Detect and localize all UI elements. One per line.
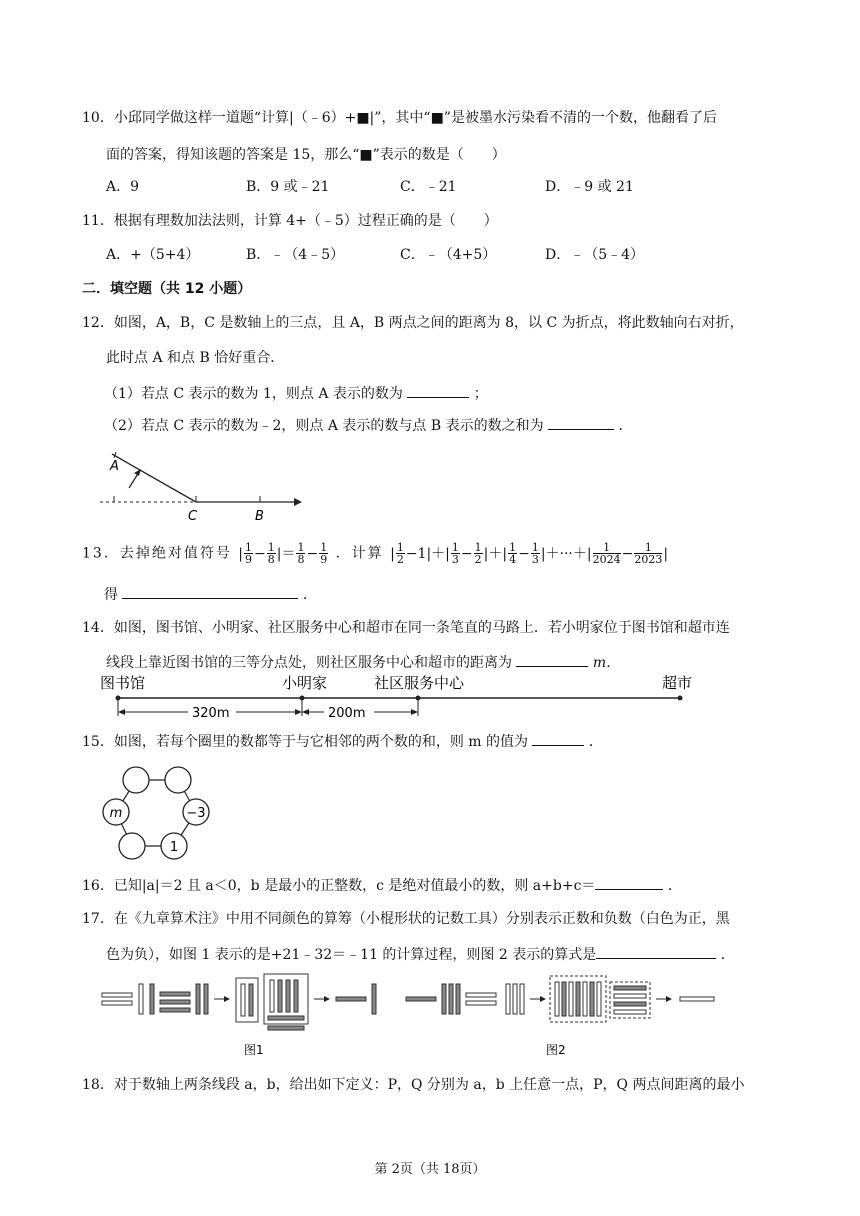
q15-circle-1: 1: [169, 840, 179, 855]
q15-circle-neg3: −3: [186, 806, 206, 821]
q11-option-b: B．﹣（4﹣5）: [246, 247, 345, 263]
q14-label-home: 小明家: [282, 674, 328, 692]
page-footer: 第 2页（共 18页）: [374, 1162, 486, 1177]
q16-text: 16．已知|a|＝2 且 a＜0，b 是最小的正整数，c 是绝对值最小的数，则 a+b+c＝ ．: [82, 875, 682, 896]
q14-figure: [96, 672, 706, 724]
q15-text: 15．如图，若每个圈里的数都等于与它相邻的两个数的和，则 m 的值为 ．: [82, 731, 603, 752]
q12-blank1[interactable]: [407, 383, 469, 398]
q10-option-c: C．﹣21: [400, 179, 457, 195]
q10-option-a: A．9: [106, 179, 140, 195]
q12-line1: 12．如图，A，B，C 是数轴上的三点，且 A，B 两点之间的距离为 8，以 C 为折点，将此数轴向右对折，: [82, 315, 744, 331]
q12-label-b: B: [255, 509, 264, 524]
q18-line1: 18．对于数轴上两条线段 a，b，给出如下定义：P，Q 分别为 a，b 上任意一点，P，Q 两点间距离的最小: [82, 1077, 745, 1093]
q17-caption-2: 图2: [546, 1043, 566, 1057]
q12-sub2: （2）若点 C 表示的数为﹣2，则点 A 表示的数与点 B 表示的数之和为 ．: [104, 415, 633, 436]
section-title: 二．填空题（共 12 小题）: [82, 281, 252, 297]
q11-text: 11．根据有理数加法法则，计算 4+（﹣5）过程正确的是（ ）: [82, 213, 498, 229]
q12-line2: 此时点 A 和点 B 恰好重合．: [106, 350, 285, 366]
q12-label-a: A: [110, 459, 119, 474]
q17-caption-1: 图1: [244, 1043, 264, 1057]
q13-line1: 13．去掉绝对值符号 | $\frac{1}{9}$ − $\frac{1}{8}$ |＝ $\frac{1}{8}$ − $\frac{1}{9}$ ．计算 | $\frac{1}{2}$ −1|＋| $\frac{1}{3}$ − $\frac{1}{2}$ |＋| $\frac{1}{4}$ − $\frac{1}{3}$ |＋···＋| $\frac{1}{2024}$ − $\frac{1}{2023}$ |: [82, 541, 669, 566]
q10-option-b: B．9 或﹣21: [246, 179, 330, 195]
q12-figure: [96, 446, 310, 524]
q14-distance-2: 200m: [328, 706, 366, 721]
q14-label-center: 社区服务中心: [374, 674, 465, 692]
q11-option-a: A．+（5+4）: [106, 247, 200, 263]
q13-answer: 得 ．: [104, 584, 317, 605]
q14-label-market: 超市: [662, 674, 693, 692]
q15-circle-m: m: [109, 806, 123, 821]
q16-blank[interactable]: [595, 875, 663, 890]
q17-line1: 17．在《九章算术注》中用不同颜色的算筹（小棍形状的记数工具）分别表示正数和负数（白色为正，黑: [82, 911, 730, 927]
q11-option-c: C．﹣（4+5）: [400, 247, 497, 263]
q15-blank[interactable]: [532, 731, 584, 746]
q17-figure: [98, 970, 738, 1060]
q10-line1: 10．小邱同学做这样一道题“计算|（﹣6）+■|”，其中“■”是被墨水污染看不清的一个数，他翻看了后: [82, 110, 717, 126]
q12-label-c: C: [188, 509, 198, 524]
q17-blank[interactable]: [596, 944, 716, 959]
q10-option-d: D．﹣9 或 21: [545, 179, 634, 195]
q17-line2: 色为负），如图 1 表示的是+21﹣32＝﹣11 的计算过程，则图 2 表示的算式是 ．: [106, 944, 735, 965]
q14-label-library: 图书馆: [100, 674, 146, 692]
q14-line2: 线段上靠近图书馆的三等分点处，则社区服务中心和超市的距离为 m．: [106, 652, 620, 673]
q11-option-d: D．﹣（5﹣4）: [545, 247, 645, 263]
q13-blank[interactable]: [122, 584, 298, 599]
q10-line2: 面的答案，得知该题的答案是 15，那么“■”表示的数是（ ）: [106, 147, 506, 163]
q15-figure: [98, 760, 214, 866]
q14-distance-1: 320m: [192, 706, 230, 721]
q12-blank2[interactable]: [548, 415, 614, 430]
q12-sub1: （1）若点 C 表示的数为 1，则点 A 表示的数为 ；: [104, 383, 488, 404]
q14-line1: 14．如图，图书馆、小明家、社区服务中心和超市在同一条笔直的马路上．若小明家位于图书馆和超市连: [82, 620, 730, 636]
q14-blank[interactable]: [516, 652, 588, 667]
